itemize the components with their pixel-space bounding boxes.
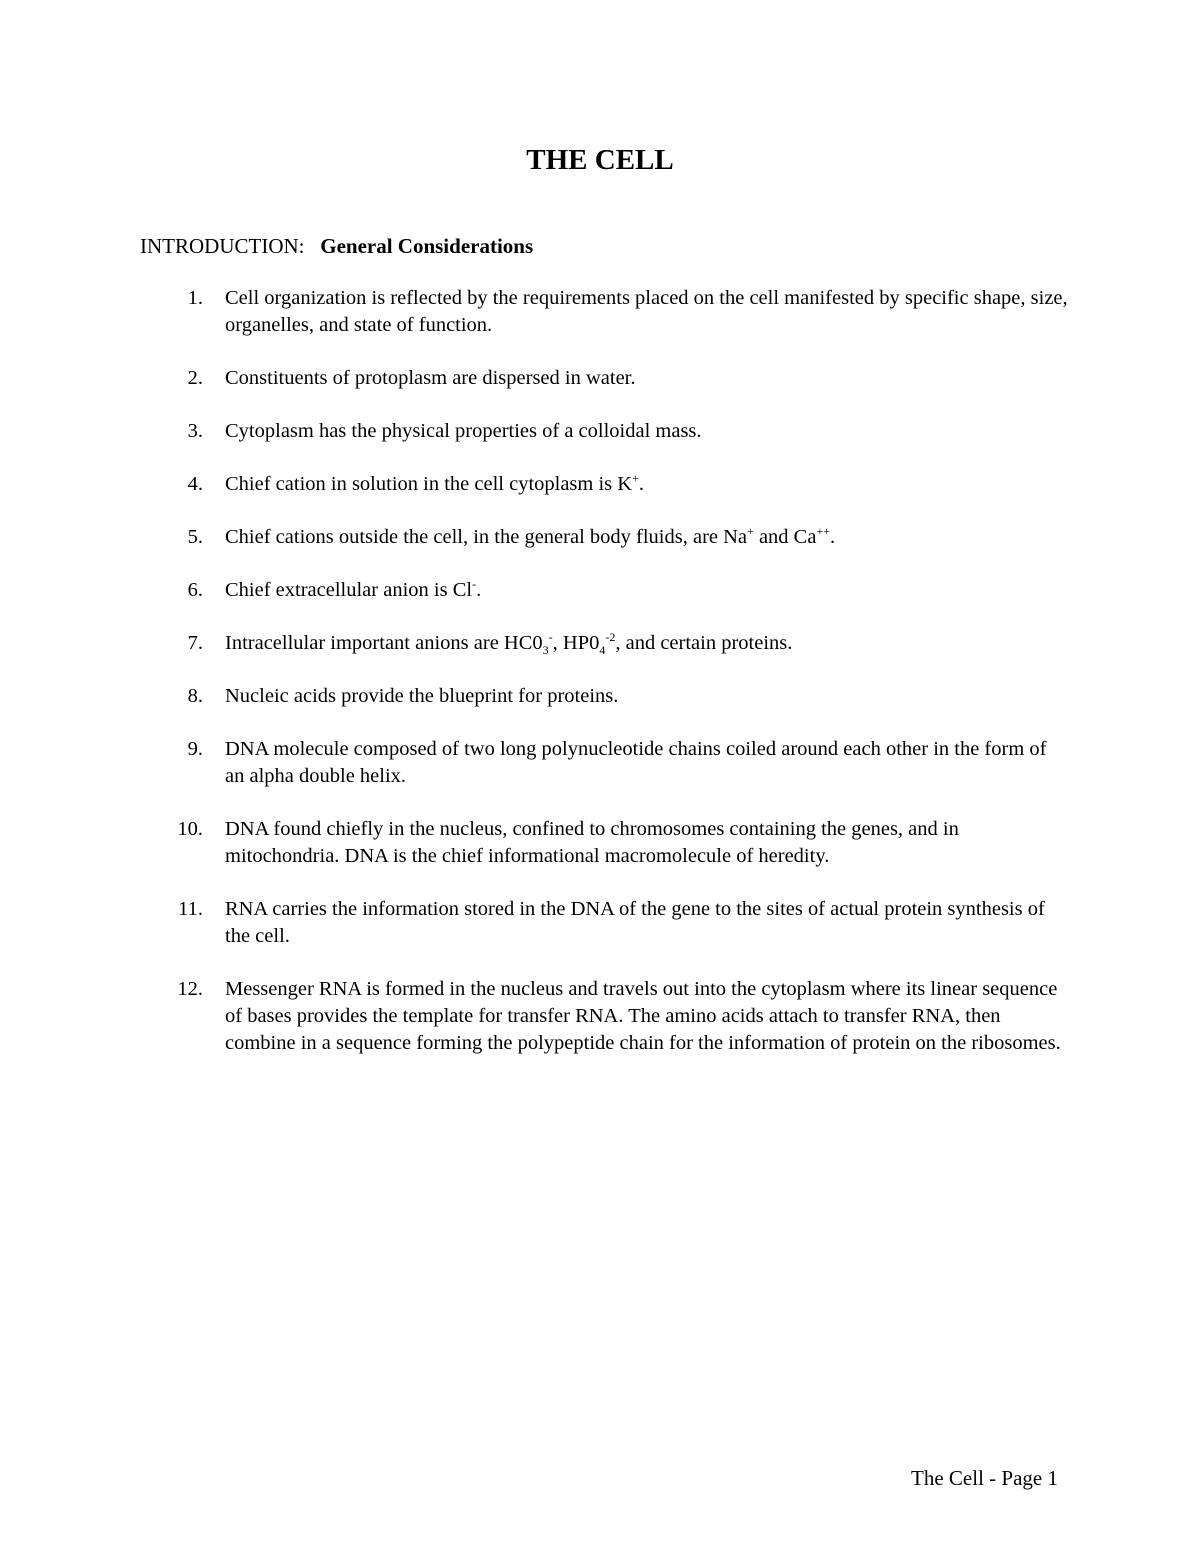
item-text: Cytoplasm has the physical properties of a colloidal mass. — [225, 420, 702, 442]
item-text-part: . — [476, 579, 482, 601]
superscript-charge: - — [472, 577, 477, 592]
item-number: 12. — [177, 978, 203, 1000]
item-text: Messenger RNA is formed in the nucleus and travels out into the cytoplasm where its linear sequence of bases provides the template for transfer RNA. The amino acids attach to transfer RNA, then combine in a sequence forming the polypeptide chain for the information of protein on the ribosomes. — [225, 978, 1061, 1054]
considerations-list — [140, 285, 1070, 1083]
section-subtitle: General Considerations — [320, 234, 534, 258]
item-number: 7. — [187, 632, 203, 654]
item-text: Cell organization is reflected by the requirements placed on the cell manifested by specific shape, size, organelles, and state of function. — [225, 287, 1068, 336]
page-title: THE CELL — [526, 144, 674, 176]
item-text: DNA molecule composed of two long polynucleotide chains coiled around each other in the form of an alpha double helix. — [225, 738, 1047, 787]
item-number: 2. — [187, 367, 203, 389]
superscript-charge: + — [632, 471, 639, 486]
list-item — [140, 816, 1070, 870]
item-text-part: , HP0 — [552, 632, 600, 654]
list-item — [140, 365, 1070, 392]
item-number: 11. — [178, 898, 203, 920]
item-text-part: Chief extracellular anion is Cl — [225, 579, 473, 601]
list-item — [140, 736, 1070, 790]
item-number: 9. — [187, 738, 203, 760]
item-text — [225, 471, 1070, 498]
item-text — [225, 577, 1070, 604]
item-text: RNA carries the information stored in the DNA of the gene to the sites of actual protein synthesis of the cell. — [225, 898, 1045, 947]
superscript-charge: - — [548, 630, 553, 645]
item-text-part: . — [829, 526, 836, 548]
item-number: 5. — [187, 526, 203, 548]
item-text-part: . — [638, 473, 644, 495]
item-text: DNA found chiefly in the nucleus, confined to chromosomes containing the genes, and in mitochondria. DNA is the chief informational macromolecule of heredity. — [225, 818, 959, 867]
list-item — [140, 285, 1070, 339]
superscript-charge: + — [747, 524, 754, 539]
item-number: 4. — [187, 473, 203, 495]
item-number: 8. — [187, 685, 203, 707]
item-text-part: , and certain proteins. — [615, 632, 793, 654]
item-number: 10. — [177, 818, 203, 840]
page-footer: The Cell - Page 1 — [911, 1466, 1058, 1490]
superscript-charge: ++ — [816, 524, 830, 539]
list-item — [140, 976, 1070, 1057]
item-text — [225, 630, 1070, 657]
superscript-charge: -2 — [605, 630, 616, 645]
section-label: INTRODUCTION: — [140, 234, 305, 258]
section-heading — [140, 230, 533, 262]
list-item — [140, 896, 1070, 950]
item-number: 3. — [187, 420, 203, 442]
item-number: 6. — [187, 579, 203, 601]
list-item — [140, 630, 1070, 657]
list-item — [140, 577, 1070, 604]
subscript-count: 4 — [599, 643, 606, 658]
list-item — [140, 524, 1070, 551]
list-item — [140, 418, 1070, 445]
list-item — [140, 471, 1070, 498]
item-text — [225, 524, 1070, 551]
item-text: Constituents of protoplasm are dispersed in water. — [225, 367, 636, 389]
item-text-part: and Ca — [753, 526, 817, 548]
item-text-part: Chief cation in solution in the cell cytoplasm is K — [225, 473, 633, 495]
item-text-part: Intracellular important anions are HC0 — [225, 632, 543, 654]
list-item — [140, 683, 1070, 710]
item-number: 1. — [187, 287, 203, 309]
subscript-count: 3 — [542, 643, 549, 658]
item-text: Nucleic acids provide the blueprint for proteins. — [225, 685, 619, 707]
item-text-part: Chief cations outside the cell, in the general body fluids, are Na — [225, 526, 748, 548]
